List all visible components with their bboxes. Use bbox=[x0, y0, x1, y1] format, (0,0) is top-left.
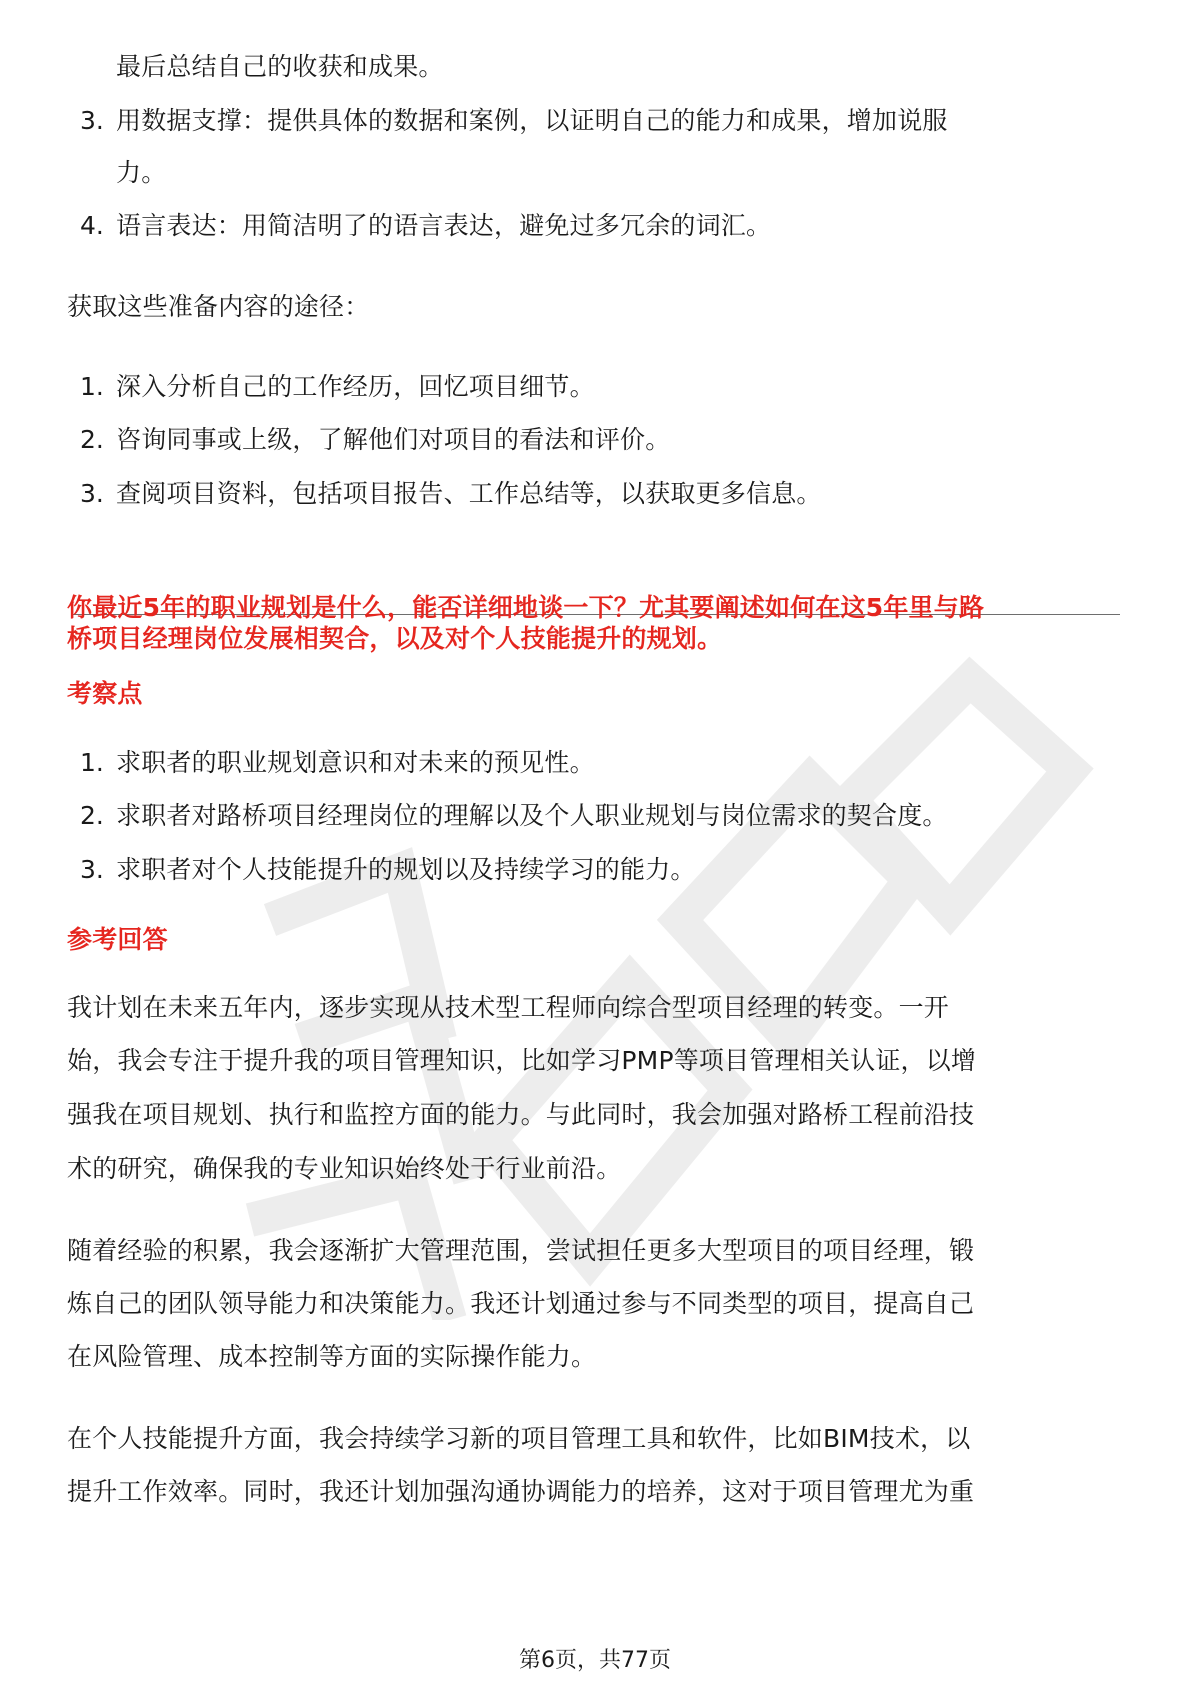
list-item-text: 用数据支撑：提供具体的数据和案例，以证明自己的能力和成果，增加说服 bbox=[116, 106, 948, 135]
list-item-text: 深入分析自己的工作经历，回忆项目细节。 bbox=[116, 372, 595, 401]
list-item-text: 查阅项目资料，包括项目报告、工作总结等，以获取更多信息。 bbox=[116, 479, 822, 508]
answer-paragraph-line: 炼自己的团队领导能力和决策能力。我还计划通过参与不同类型的项目，提高自己 bbox=[67, 1289, 975, 1318]
section-heading: 获取这些准备内容的途径： bbox=[67, 292, 370, 321]
list-item-text: 咨询同事或上级，了解他们对项目的看法和评价。 bbox=[116, 425, 671, 454]
list-number: 2. bbox=[80, 801, 104, 830]
answer-paragraph-line: 术的研究，确保我的专业知识始终处于行业前沿。 bbox=[67, 1154, 622, 1183]
list-item-text: 力。 bbox=[116, 158, 167, 187]
list-item-text: 语言表达：用简洁明了的语言表达，避免过多冗余的词汇。 bbox=[116, 211, 772, 240]
list-number: 3. bbox=[80, 106, 104, 135]
question-text: 你最近5年的职业规划是什么，能否详细地谈一下？尤其要阐述如何在这5年里与路 bbox=[67, 593, 985, 622]
answer-paragraph-line: 随着经验的积累，我会逐渐扩大管理范围，尝试担任更多大型项目的项目经理，锻 bbox=[67, 1236, 975, 1265]
list-item-text: 求职者对路桥项目经理岗位的理解以及个人职业规划与岗位需求的契合度。 bbox=[116, 801, 948, 830]
points-heading: 考察点 bbox=[67, 679, 143, 708]
answer-paragraph-line: 在风险管理、成本控制等方面的实际操作能力。 bbox=[67, 1342, 597, 1371]
list-number: 3. bbox=[80, 479, 104, 508]
answer-paragraph-line: 在个人技能提升方面，我会持续学习新的项目管理工具和软件，比如BIM技术，以 bbox=[67, 1424, 971, 1453]
answer-paragraph-line: 始，我会专注于提升我的项目管理知识，比如学习PMP等项目管理相关认证，以增 bbox=[67, 1046, 977, 1075]
answer-heading: 参考回答 bbox=[67, 925, 168, 954]
question-text: 桥项目经理岗位发展相契合，以及对个人技能提升的规划。 bbox=[67, 624, 723, 653]
list-number: 1. bbox=[80, 372, 104, 401]
continuation-text: 最后总结自己的收获和成果。 bbox=[116, 52, 444, 81]
list-number: 1. bbox=[80, 748, 104, 777]
list-item-text: 求职者的职业规划意识和对未来的预见性。 bbox=[116, 748, 595, 777]
answer-paragraph-line: 提升工作效率。同时，我还计划加强沟通协调能力的培养，这对于项目管理尤为重 bbox=[67, 1477, 975, 1506]
answer-paragraph-line: 强我在项目规划、执行和监控方面的能力。与此同时，我会加强对路桥工程前沿技 bbox=[67, 1100, 975, 1129]
answer-paragraph-line: 我计划在未来五年内，逐步实现从技术型工程师向综合型项目经理的转变。一开 bbox=[67, 993, 950, 1022]
list-number: 3. bbox=[80, 855, 104, 884]
watermark-graphic bbox=[210, 620, 1110, 1320]
list-number: 2. bbox=[80, 425, 104, 454]
list-item-text: 求职者对个人技能提升的规划以及持续学习的能力。 bbox=[116, 855, 696, 884]
page-number: 第6页，共77页 bbox=[519, 1648, 671, 1673]
list-number: 4. bbox=[80, 211, 104, 240]
